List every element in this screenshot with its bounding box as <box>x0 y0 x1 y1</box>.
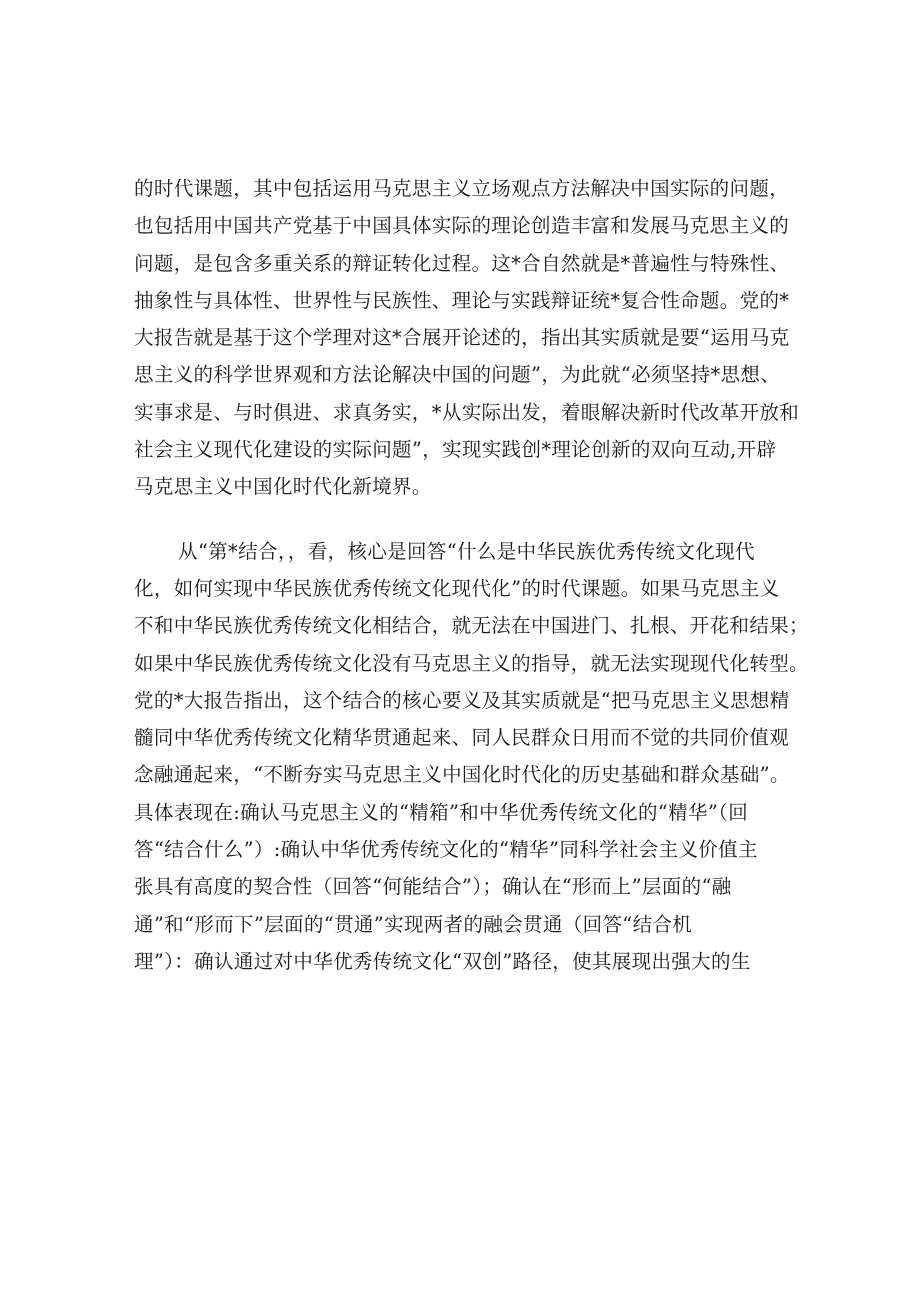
text-line: 大报告就是基于这个学理对这*合展开论述的，指出其实质就是要“运用马克 <box>134 326 790 350</box>
text-line: 的时代课题，其中包括运用马克思主义立场观点方法解决中国实际的问题， <box>134 177 790 200</box>
text-line: 髓同中华优秀传统文化精华贯通起来、同人民群众日用而不觉的共同价值观 <box>134 726 790 750</box>
text-line: 也包括用中国共产党基于中国具体实际的理论创造丰富和发展马克思主义的 <box>134 214 790 238</box>
text-line: 抽象性与具体性、世界性与民族性、理论与实践辩证统*复合性命题。党的* <box>134 288 790 312</box>
text-line: 马克思主义中国化时代化新境界。 <box>134 475 432 499</box>
text-line: 张具有高度的契合性（回答“何能结合”）；确认在“形而上”层面的“融 <box>134 875 732 899</box>
text-line: 实事求是、与时俱进、求真务实，*从实际出发，着眼解决新时代改革开放和 <box>134 400 800 424</box>
paragraph-2 <box>134 533 814 981</box>
text-line: 通”和“形而下”层面的“贯通”实现两者的融会贯通（回答“结合机 <box>134 912 693 936</box>
text-line: 从“第*结合，，看，核心是回答“什么是中华民族优秀传统文化现代 <box>178 539 755 563</box>
text-line: 问题，是包含多重关系的辩证转化过程。这*合自然就是*普遍性与特殊性、 <box>134 251 790 275</box>
document-body <box>134 170 814 980</box>
text-line: 化，如何实现中华民族优秀传统文化现代化”的时代课题。如果马克思主义 <box>134 576 780 600</box>
paragraph-1 <box>134 170 814 506</box>
text-line: 社会主义现代化建设的实际问题”，实现实践创*理论创新的双向互动,开辟 <box>134 438 777 462</box>
text-line: 如果中华民族优秀传统文化没有马克思主义的指导，就无法实现现代化转型。 <box>134 651 809 675</box>
text-line: 答“结合什么”）:确认中华优秀传统文化的“精华”同科学社会主义价值主 <box>134 838 758 862</box>
text-line: 不和中华民族优秀传统文化相结合，就无法在中国进门、扎根、开花和结果； <box>134 614 809 638</box>
paragraph-spacer <box>134 506 814 533</box>
text-line: 党的*大报告指出，这个结合的核心要义及其实质就是“把马克思主义思想精 <box>134 688 790 712</box>
text-line: 具体表现在:确认马克思主义的“精箱”和中华优秀传统文化的“精华”（回 <box>134 800 749 824</box>
text-line: 念融通起来，“不断夯实马克思主义中国化时代化的历史基础和群众基础”。 <box>134 763 790 787</box>
text-line: 理”）：确认通过对中华优秀传统文化“双创”路径，使其展现出强大的生 <box>134 949 751 973</box>
text-line: 思主义的科学世界观和方法论解决中国的问题”，为此就“必须坚持*思想、 <box>134 363 781 387</box>
